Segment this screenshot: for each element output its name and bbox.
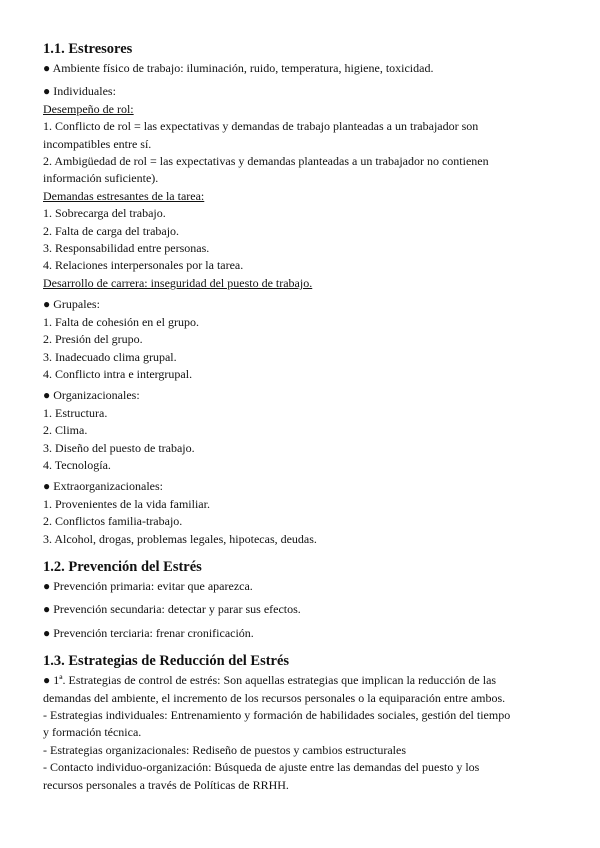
subheading-demandas-tarea: Demandas estresantes de la tarea: (43, 188, 205, 203)
subheading-desempeno-rol: Desempeño de rol: (43, 101, 134, 116)
list-item: 3. Inadecuado clima grupal. (43, 349, 177, 364)
bullet-ambiente-fisico: ● Ambiente físico de trabajo: iluminación, ruido, temperatura, higiene, toxicidad. (43, 61, 434, 75)
list-item: 1. Estructura. (43, 405, 108, 420)
paragraph-line: recursos personales a través de Políticas de RRHH. (43, 777, 289, 792)
bullet-prevencion-primaria: ● Prevención primaria: evitar que aparezca. (43, 578, 253, 593)
bullet-individuales: ● Individuales: (43, 84, 116, 99)
paragraph-line: y formación técnica. (43, 725, 142, 740)
bullet-prevencion-terciaria: ● Prevención terciaria: frenar cronificación. (43, 625, 254, 640)
list-item: 2. Conflictos familia-trabajo. (43, 514, 183, 529)
list-item: 3. Diseño del puesto de trabajo. (43, 440, 195, 455)
bullet-prevencion-secundaria: ● Prevención secundaria: detectar y parar sus efectos. (43, 602, 301, 617)
bullet-grupales: ● Grupales: (43, 297, 100, 312)
list-item: 2. Clima. (43, 423, 88, 438)
list-item: 4. Tecnología. (43, 457, 111, 472)
list-item: 2. Ambigüedad de rol = las expectativas y demandas planteadas a un trabajador no contienen (43, 154, 489, 169)
paragraph-line: demandas del ambiente, el incremento de los recursos personales o la equiparación entre ambos. (43, 690, 506, 705)
paragraph-line: - Estrategias individuales: Entrenamiento y formación de habilidades sociales, gestión del tiempo (43, 708, 511, 722)
list-item: 4. Conflicto intra e intergrupal. (43, 366, 193, 381)
bullet-organizacionales: ● Organizacionales: (43, 388, 140, 403)
list-item: 1. Falta de cohesión en el grupo. (43, 314, 199, 329)
list-item: 3. Alcohol, drogas, problemas legales, hipotecas, deudas. (43, 531, 317, 546)
section-heading-estrategias: 1.3. Estrategias de Reducción del Estrés (43, 653, 290, 670)
list-item: 1. Sobrecarga del trabajo. (43, 206, 166, 221)
list-item: 3. Responsabilidad entre personas. (43, 241, 210, 256)
list-item: incompatibles entre sí. (43, 136, 152, 151)
paragraph-line: - Contacto individuo-organización: Búsqueda de ajuste entre las demandas del puesto y los (43, 760, 480, 775)
list-item: 2. Presión del grupo. (43, 332, 143, 347)
bullet-extraorganizacionales: ● Extraorganizacionales: (43, 479, 163, 494)
paragraph-line: ● 1ª. Estrategias de control de estrés: Son aquellas estrategias que implican la reducción de las (43, 673, 497, 688)
list-item: 1. Conflicto de rol = las expectativas y demandas de trabajo planteadas a un trabajador son (43, 119, 479, 134)
list-item: 1. Provenientes de la vida familiar. (43, 496, 210, 511)
list-item: 2. Falta de carga del trabajo. (43, 223, 180, 238)
section-heading-estresores: 1.1. Estresores (43, 41, 133, 57)
section-heading-prevencion: 1.2. Prevención del Estrés (43, 558, 202, 575)
subheading-desarrollo-carrera: Desarrollo de carrera: inseguridad del puesto de trabajo. (43, 275, 313, 290)
list-item: 4. Relaciones interpersonales por la tarea. (43, 258, 244, 273)
list-item: información suficiente). (43, 171, 159, 186)
document-page (43, 40, 563, 794)
paragraph-line: - Estrategias organizacionales: Rediseño de puestos y cambios estructurales (43, 742, 406, 757)
